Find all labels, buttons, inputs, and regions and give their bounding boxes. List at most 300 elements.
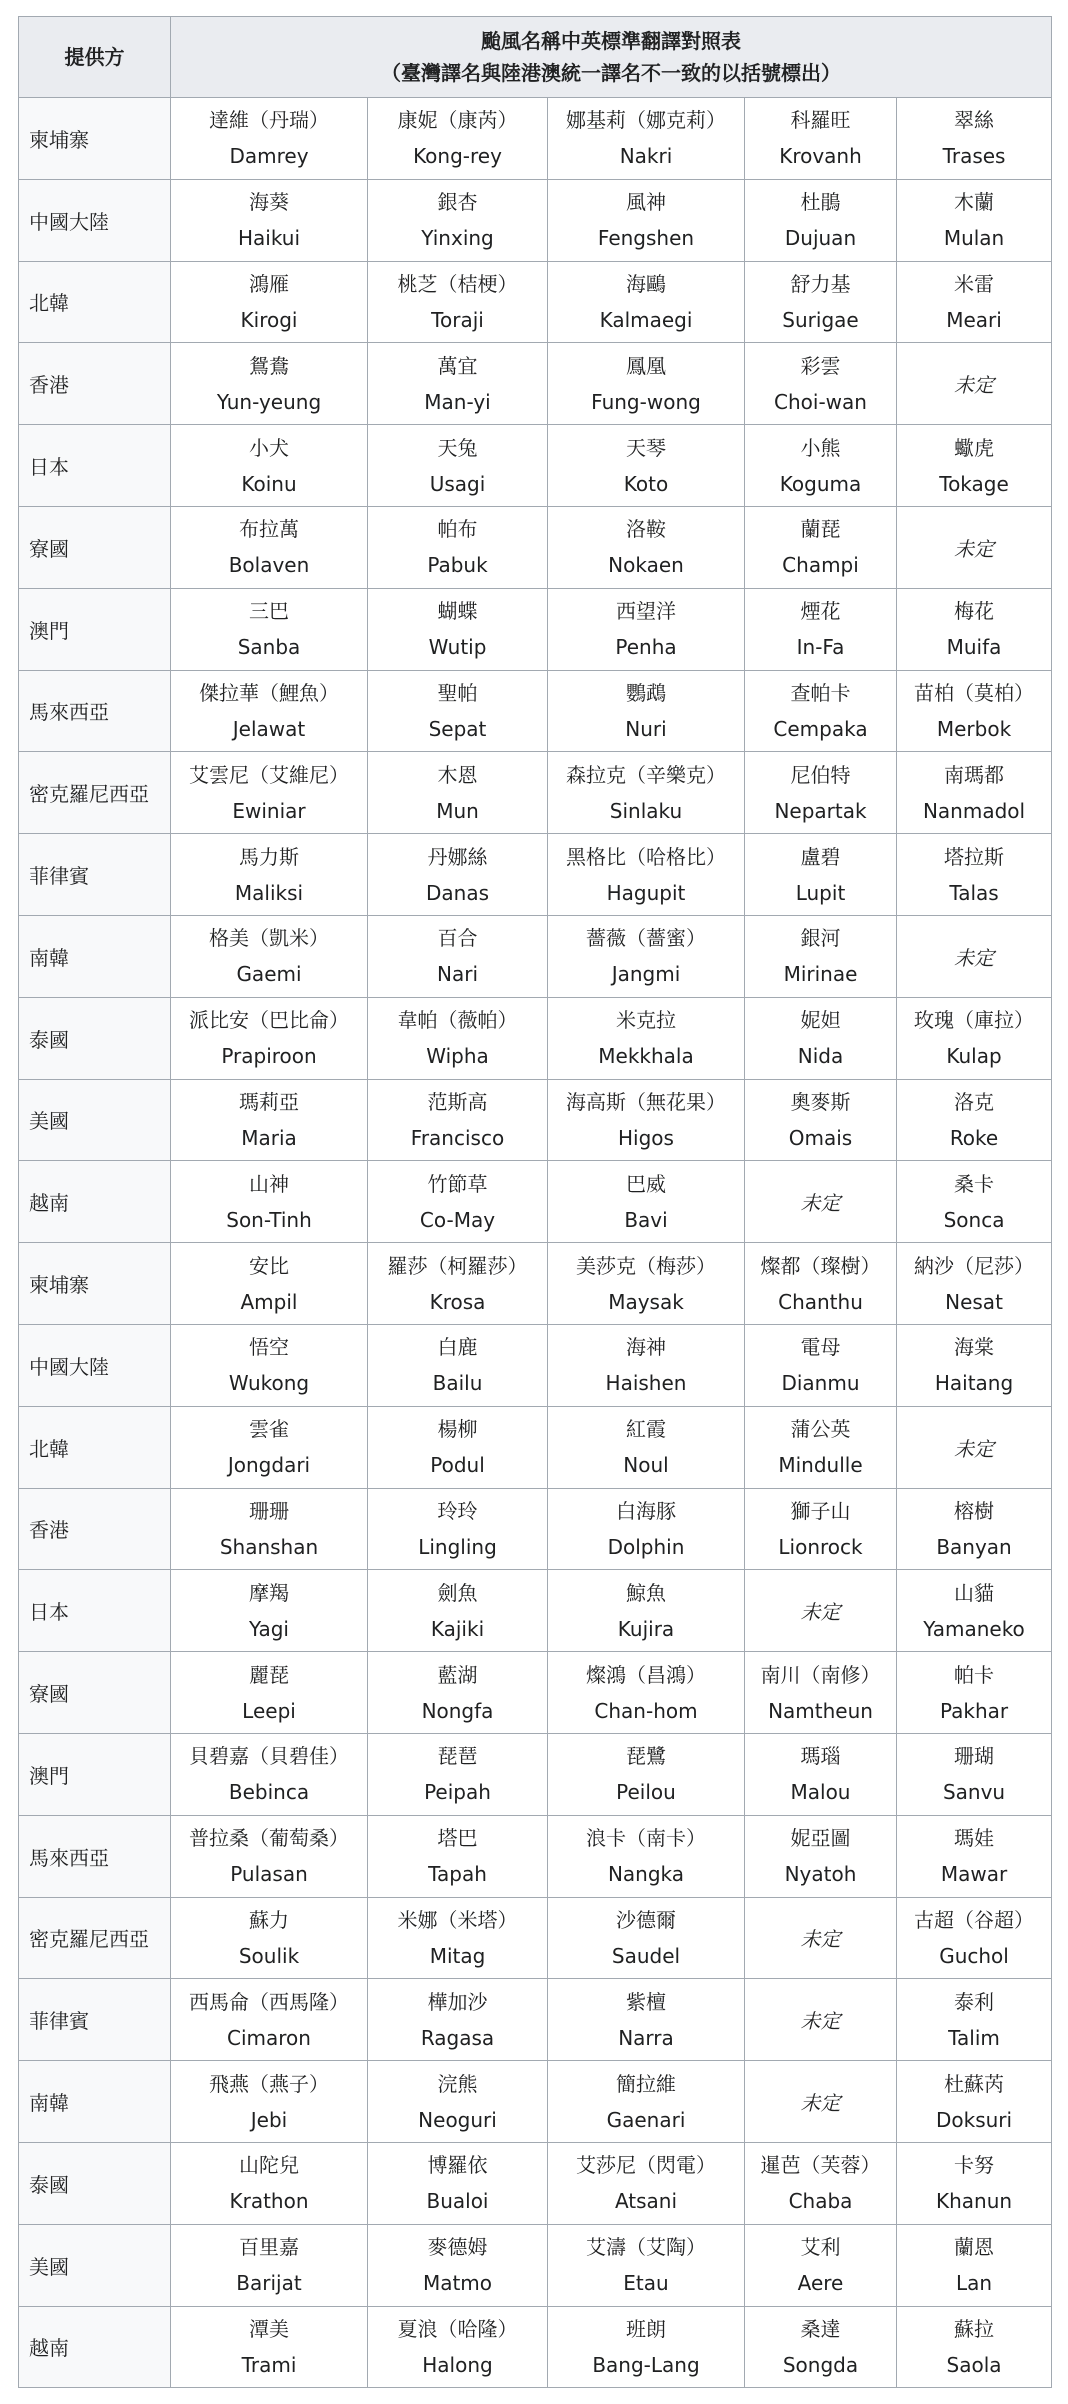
name-cell: [171, 588, 368, 670]
provider-column-header: 提供方: [19, 17, 171, 98]
provider-cell: 南韓: [19, 2061, 171, 2143]
chinese-name: 榕樹: [954, 1498, 995, 1523]
chinese-name: 艾雲尼（艾維尼）: [189, 762, 349, 787]
chinese-name: 悟空: [249, 1335, 289, 1360]
english-name: Dujuan: [784, 226, 857, 251]
english-name: Cimaron: [227, 2025, 311, 2050]
chinese-name: 羅莎（柯羅莎）: [387, 1253, 528, 1278]
name-cell: [171, 2061, 368, 2143]
chinese-name: 舒力基: [790, 271, 851, 296]
english-name: Koto: [623, 471, 669, 496]
name-cell: [745, 1243, 897, 1325]
chinese-name: 煙花: [800, 599, 841, 624]
chinese-name: 古超（谷超）: [914, 1907, 1035, 1932]
chinese-name: 海高斯（無花果）: [566, 1089, 726, 1114]
english-name: Khanun: [935, 2189, 1013, 2214]
english-name: Podul: [430, 1453, 485, 1478]
table-row: [19, 1570, 1052, 1652]
name-cell: [745, 1733, 897, 1815]
chinese-name: 白鹿: [437, 1335, 478, 1360]
english-name: Usagi: [429, 471, 486, 496]
name-cell: [548, 1161, 745, 1243]
english-name: Saudel: [611, 1943, 681, 1968]
name-cell: [897, 1324, 1052, 1406]
english-name: Guchol: [939, 1943, 1009, 1968]
english-name: Jangmi: [611, 962, 681, 987]
english-name: Dianmu: [781, 1371, 860, 1396]
name-cell: [897, 2142, 1052, 2224]
chinese-name: 丹娜絲: [427, 844, 488, 869]
english-name: Nyatoh: [784, 1862, 857, 1887]
english-name: Songda: [782, 2352, 859, 2377]
name-cell: [171, 915, 368, 997]
provider-cell: 菲律賓: [19, 1979, 171, 2061]
name-cell: [745, 915, 897, 997]
chinese-name: 風神: [626, 190, 666, 215]
undetermined-name: 未定: [800, 1927, 841, 1952]
name-cell: [368, 1079, 548, 1161]
chinese-name: 麗琵: [249, 1662, 289, 1687]
chinese-name: 珊珊: [249, 1498, 289, 1523]
provider-cell: 泰國: [19, 997, 171, 1079]
table-row: [19, 2224, 1052, 2306]
name-cell: [368, 2224, 548, 2306]
table-row: [19, 2061, 1052, 2143]
name-cell: [548, 2224, 745, 2306]
table-row: [19, 2142, 1052, 2224]
name-cell: [897, 179, 1052, 261]
english-name: Meari: [946, 307, 1002, 332]
chinese-name: 尼伯特: [790, 762, 851, 787]
name-cell: [548, 179, 745, 261]
chinese-name: 銀杏: [437, 190, 478, 215]
provider-cell: 密克羅尼西亞: [19, 1897, 171, 1979]
provider-cell: 泰國: [19, 2142, 171, 2224]
name-cell: [171, 1079, 368, 1161]
undetermined-name: 未定: [954, 536, 995, 561]
english-name: Kong-rey: [413, 144, 502, 169]
english-name: Banyan: [936, 1534, 1012, 1559]
name-cell: [548, 1570, 745, 1652]
english-name: Tokage: [939, 471, 1009, 496]
english-name: Aere: [797, 2271, 844, 2296]
name-cell: [897, 1897, 1052, 1979]
chinese-name: 布拉萬: [239, 517, 299, 542]
provider-cell: 越南: [19, 1161, 171, 1243]
name-cell: [548, 1243, 745, 1325]
english-name: Maria: [241, 1125, 297, 1150]
chinese-name: 森拉克（辛樂克）: [566, 762, 726, 787]
english-name: Yagi: [249, 1616, 289, 1641]
english-name: Ampil: [240, 1289, 298, 1314]
chinese-name: 米克拉: [616, 1008, 676, 1033]
name-cell: [745, 997, 897, 1079]
name-cell: [171, 1406, 368, 1488]
name-cell: [368, 1733, 548, 1815]
english-name: Prapiroon: [221, 1044, 317, 1069]
chinese-name: 普拉桑（葡萄桑）: [189, 1826, 349, 1851]
chinese-name: 杜鵑: [800, 190, 841, 215]
name-cell: [897, 261, 1052, 343]
english-name: Haikui: [237, 226, 301, 251]
english-name: Sepat: [428, 716, 487, 741]
name-cell: [897, 343, 1052, 425]
chinese-name: 安比: [249, 1253, 289, 1278]
name-cell: [368, 261, 548, 343]
chinese-name: 獅子山: [790, 1498, 851, 1523]
english-name: Wipha: [426, 1044, 489, 1069]
name-cell: [745, 2061, 897, 2143]
chinese-name: 彩雲: [800, 353, 841, 378]
table-header-row: [19, 17, 1052, 98]
english-name: Neoguri: [418, 2107, 497, 2132]
english-name: Mindulle: [778, 1453, 863, 1478]
name-cell: [171, 1733, 368, 1815]
name-cell: [897, 1161, 1052, 1243]
english-name: Talim: [948, 2025, 1000, 2050]
chinese-name: 暹芭（芙蓉）: [760, 2153, 881, 2178]
undetermined-name: 未定: [954, 1436, 995, 1461]
english-name: Bang-Lang: [592, 2352, 700, 2377]
provider-cell: 香港: [19, 1488, 171, 1570]
chinese-name: 科羅旺: [790, 108, 851, 133]
chinese-name: 銀河: [800, 926, 841, 951]
english-name: Kajiki: [430, 1616, 485, 1641]
english-name: Sinlaku: [609, 798, 683, 823]
chinese-name: 妮亞圖: [790, 1826, 851, 1851]
name-cell: [368, 1652, 548, 1734]
name-cell: [368, 1161, 548, 1243]
name-cell: [548, 2142, 745, 2224]
chinese-name: 馬力斯: [239, 844, 299, 869]
provider-cell: 北韓: [19, 261, 171, 343]
chinese-name: 美莎克（梅莎）: [576, 1253, 716, 1278]
chinese-name: 艾濤（艾陶）: [586, 2235, 706, 2260]
chinese-name: 帕布: [437, 517, 478, 542]
name-cell: [548, 506, 745, 588]
english-name: Jelawat: [232, 716, 306, 741]
name-cell: [897, 1488, 1052, 1570]
english-name: Shanshan: [219, 1534, 319, 1559]
chinese-name: 梅花: [954, 599, 995, 624]
name-cell: [745, 1897, 897, 1979]
english-name: Pabuk: [427, 553, 488, 578]
table-row: [19, 1488, 1052, 1570]
english-name: Sanvu: [942, 1780, 1006, 1805]
name-cell: [745, 834, 897, 916]
chinese-name: 泰利: [954, 1989, 995, 2014]
chinese-name: 洛鞍: [626, 517, 666, 542]
name-cell: [548, 752, 745, 834]
chinese-name: 麥德姆: [427, 2235, 488, 2260]
chinese-name: 納沙（尼莎）: [914, 1253, 1035, 1278]
chinese-name: 海棠: [954, 1335, 995, 1360]
table-row: [19, 1243, 1052, 1325]
name-cell: [171, 752, 368, 834]
name-cell: [745, 98, 897, 180]
provider-cell: 柬埔寨: [19, 1243, 171, 1325]
english-name: Bavi: [624, 1207, 668, 1232]
chinese-name: 玲玲: [437, 1498, 478, 1523]
chinese-name: 鳳凰: [626, 353, 666, 378]
chinese-name: 瑪莉亞: [239, 1089, 299, 1114]
name-cell: [171, 2224, 368, 2306]
name-cell: [745, 343, 897, 425]
english-name: Damrey: [229, 144, 309, 169]
chinese-name: 妮妲: [800, 1008, 841, 1033]
english-name: Talas: [949, 880, 999, 905]
name-cell: [368, 588, 548, 670]
name-cell: [897, 98, 1052, 180]
chinese-name: 桃芝（桔梗）: [397, 271, 518, 296]
english-name: Mun: [436, 798, 479, 823]
provider-cell: 寮國: [19, 1652, 171, 1734]
name-cell: [171, 1815, 368, 1897]
name-cell: [897, 588, 1052, 670]
table-row: [19, 1161, 1052, 1243]
english-name: Pulasan: [230, 1862, 308, 1887]
name-cell: [548, 997, 745, 1079]
table-row: [19, 1652, 1052, 1734]
name-cell: [368, 834, 548, 916]
chinese-name: 三巴: [249, 599, 289, 624]
chinese-name: 帕卡: [954, 1662, 995, 1687]
english-name: Narra: [618, 2025, 674, 2050]
name-cell: [548, 1488, 745, 1570]
provider-cell: 中國大陸: [19, 179, 171, 261]
name-cell: [171, 179, 368, 261]
english-name: Choi-wan: [774, 389, 867, 414]
chinese-name: 盧碧: [800, 844, 841, 869]
english-name: Roke: [949, 1125, 999, 1150]
chinese-name: 琵琶: [437, 1744, 478, 1769]
name-cell: [548, 1815, 745, 1897]
english-name: Namtheun: [768, 1698, 873, 1723]
chinese-name: 杜蘇芮: [944, 2071, 1005, 2096]
table-row: [19, 506, 1052, 588]
chinese-name: 紫檀: [626, 1989, 666, 2014]
name-cell: [745, 1652, 897, 1734]
name-cell: [548, 425, 745, 507]
chinese-name: 白海豚: [616, 1498, 676, 1523]
name-cell: [368, 2142, 548, 2224]
english-name: Koguma: [779, 471, 862, 496]
name-cell: [548, 261, 745, 343]
name-cell: [745, 2142, 897, 2224]
name-cell: [745, 1979, 897, 2061]
english-name: Barijat: [236, 2271, 302, 2296]
name-cell: [897, 425, 1052, 507]
chinese-name: 雲雀: [249, 1417, 289, 1442]
chinese-name: 桑卡: [954, 1171, 995, 1196]
english-name: Nepartak: [774, 798, 867, 823]
provider-cell: 南韓: [19, 915, 171, 997]
english-name: Koinu: [241, 471, 297, 496]
name-cell: [897, 834, 1052, 916]
name-cell: [368, 98, 548, 180]
name-cell: [368, 1979, 548, 2061]
chinese-name: 蝴蝶: [437, 599, 478, 624]
english-name: Jebi: [250, 2107, 288, 2132]
name-cell: [745, 1488, 897, 1570]
english-name: Saola: [946, 2352, 1002, 2377]
english-name: Bualoi: [426, 2189, 489, 2214]
english-name: Danas: [425, 880, 489, 905]
table-row: [19, 261, 1052, 343]
english-name: Francisco: [410, 1125, 505, 1150]
chinese-name: 塔巴: [437, 1826, 478, 1851]
chinese-name: 摩羯: [249, 1580, 289, 1605]
english-name: Yamaneko: [923, 1616, 1025, 1641]
typhoon-names-table: [18, 16, 1052, 2388]
english-name: Nokaen: [608, 553, 684, 578]
name-cell: [368, 1897, 548, 1979]
english-name: Co-May: [419, 1207, 496, 1232]
chinese-name: 派比安（巴比侖）: [189, 1008, 349, 1033]
name-cell: [548, 1079, 745, 1161]
table-row: [19, 2306, 1052, 2388]
name-cell: [745, 2306, 897, 2388]
english-name: Gaenari: [606, 2107, 686, 2132]
chinese-name: 琵鷺: [626, 1744, 666, 1769]
table-row: [19, 98, 1052, 180]
table-row: [19, 588, 1052, 670]
english-name: Mulan: [943, 226, 1005, 251]
english-name: Maliksi: [234, 880, 304, 905]
provider-cell: 美國: [19, 1079, 171, 1161]
chinese-name: 貝碧嘉（貝碧佳）: [189, 1744, 349, 1769]
chinese-name: 電母: [800, 1335, 841, 1360]
chinese-name: 藍湖: [437, 1662, 478, 1687]
english-name: Chanthu: [778, 1289, 863, 1314]
provider-cell: 馬來西亞: [19, 670, 171, 752]
undetermined-name: 未定: [800, 1600, 841, 1625]
name-cell: [368, 2061, 548, 2143]
chinese-name: 達維（丹瑞）: [209, 108, 329, 133]
english-name: Leepi: [242, 1698, 296, 1723]
name-cell: [171, 834, 368, 916]
chinese-name: 小犬: [249, 435, 289, 460]
chinese-name: 飛燕（燕子）: [209, 2071, 329, 2096]
name-cell: [745, 179, 897, 261]
english-name: Matmo: [422, 2271, 493, 2296]
name-cell: [548, 1979, 745, 2061]
name-cell: [368, 506, 548, 588]
name-cell: [548, 1897, 745, 1979]
english-name: Mirinae: [783, 962, 858, 987]
chinese-name: 楊柳: [437, 1417, 478, 1442]
name-cell: [548, 2306, 745, 2388]
name-cell: [897, 1570, 1052, 1652]
english-name: Yun-yeung: [216, 389, 322, 414]
provider-cell: 澳門: [19, 588, 171, 670]
english-name: Lingling: [418, 1534, 497, 1559]
chinese-name: 燦鴻（昌鴻）: [586, 1662, 706, 1687]
chinese-name: 聖帕: [437, 680, 478, 705]
chinese-name: 海葵: [249, 190, 289, 215]
name-cell: [171, 1324, 368, 1406]
table-body: [19, 98, 1052, 2388]
english-name: Mawar: [940, 1862, 1008, 1887]
table-row: [19, 1733, 1052, 1815]
english-name: Chaba: [788, 2189, 853, 2214]
english-name: Etau: [623, 2271, 669, 2296]
english-name: Kulap: [946, 1044, 1002, 1069]
english-name: Ragasa: [420, 2025, 495, 2050]
chinese-name: 娜基莉（娜克莉）: [566, 108, 726, 133]
chinese-name: 薔薇（薔蜜）: [586, 926, 706, 951]
english-name: Muifa: [946, 635, 1002, 660]
english-name: Chan-hom: [594, 1698, 698, 1723]
undetermined-name: 未定: [800, 2009, 841, 2034]
name-cell: [171, 1652, 368, 1734]
name-cell: [897, 2306, 1052, 2388]
english-name: Atsani: [614, 2189, 678, 2214]
name-cell: [171, 506, 368, 588]
english-name: Halong: [422, 2352, 493, 2377]
chinese-name: 格美（凱米）: [209, 926, 329, 951]
name-cell: [745, 670, 897, 752]
undetermined-name: 未定: [800, 1191, 841, 1216]
english-name: Omais: [788, 1125, 853, 1150]
provider-cell: 越南: [19, 2306, 171, 2388]
table-title: 颱風名稱中英標準翻譯對照表: [481, 29, 742, 53]
chinese-name: 紅霞: [626, 1417, 666, 1442]
chinese-name: 蘇拉: [954, 2316, 995, 2341]
undetermined-name: 未定: [954, 373, 995, 398]
table-row: [19, 1815, 1052, 1897]
name-cell: [897, 752, 1052, 834]
name-cell: [548, 343, 745, 425]
chinese-name: 蘇力: [249, 1907, 289, 1932]
chinese-name: 米雷: [954, 271, 995, 296]
chinese-name: 西馬侖（西馬隆）: [189, 1989, 349, 2014]
english-name: Kujira: [617, 1616, 675, 1641]
table-row: [19, 1079, 1052, 1161]
name-cell: [368, 915, 548, 997]
name-cell: [897, 1652, 1052, 1734]
english-name: Toraji: [431, 307, 484, 332]
table-row: [19, 834, 1052, 916]
name-cell: [745, 752, 897, 834]
chinese-name: 查帕卡: [790, 680, 851, 705]
provider-cell: 日本: [19, 425, 171, 507]
name-cell: [548, 1733, 745, 1815]
english-name: Yinxing: [421, 226, 494, 251]
name-cell: [897, 1733, 1052, 1815]
english-name: Son-Tinh: [226, 1207, 312, 1232]
name-cell: [745, 1570, 897, 1652]
english-name: Pakhar: [939, 1698, 1009, 1723]
english-name: Jongdari: [227, 1453, 311, 1478]
english-name: Peilou: [616, 1780, 676, 1805]
name-cell: [171, 670, 368, 752]
english-name: Penha: [615, 635, 677, 660]
name-cell: [897, 2224, 1052, 2306]
chinese-name: 竹節草: [427, 1171, 488, 1196]
english-name: Krosa: [429, 1289, 486, 1314]
english-name: Surigae: [782, 307, 859, 332]
english-name: Champi: [782, 553, 859, 578]
english-name: Soulik: [238, 1943, 300, 1968]
english-name: Hagupit: [606, 880, 686, 905]
name-cell: [548, 834, 745, 916]
name-cell: [171, 343, 368, 425]
name-cell: [548, 2061, 745, 2143]
name-cell: [745, 261, 897, 343]
name-cell: [171, 1897, 368, 1979]
chinese-name: 浣熊: [437, 2071, 478, 2096]
